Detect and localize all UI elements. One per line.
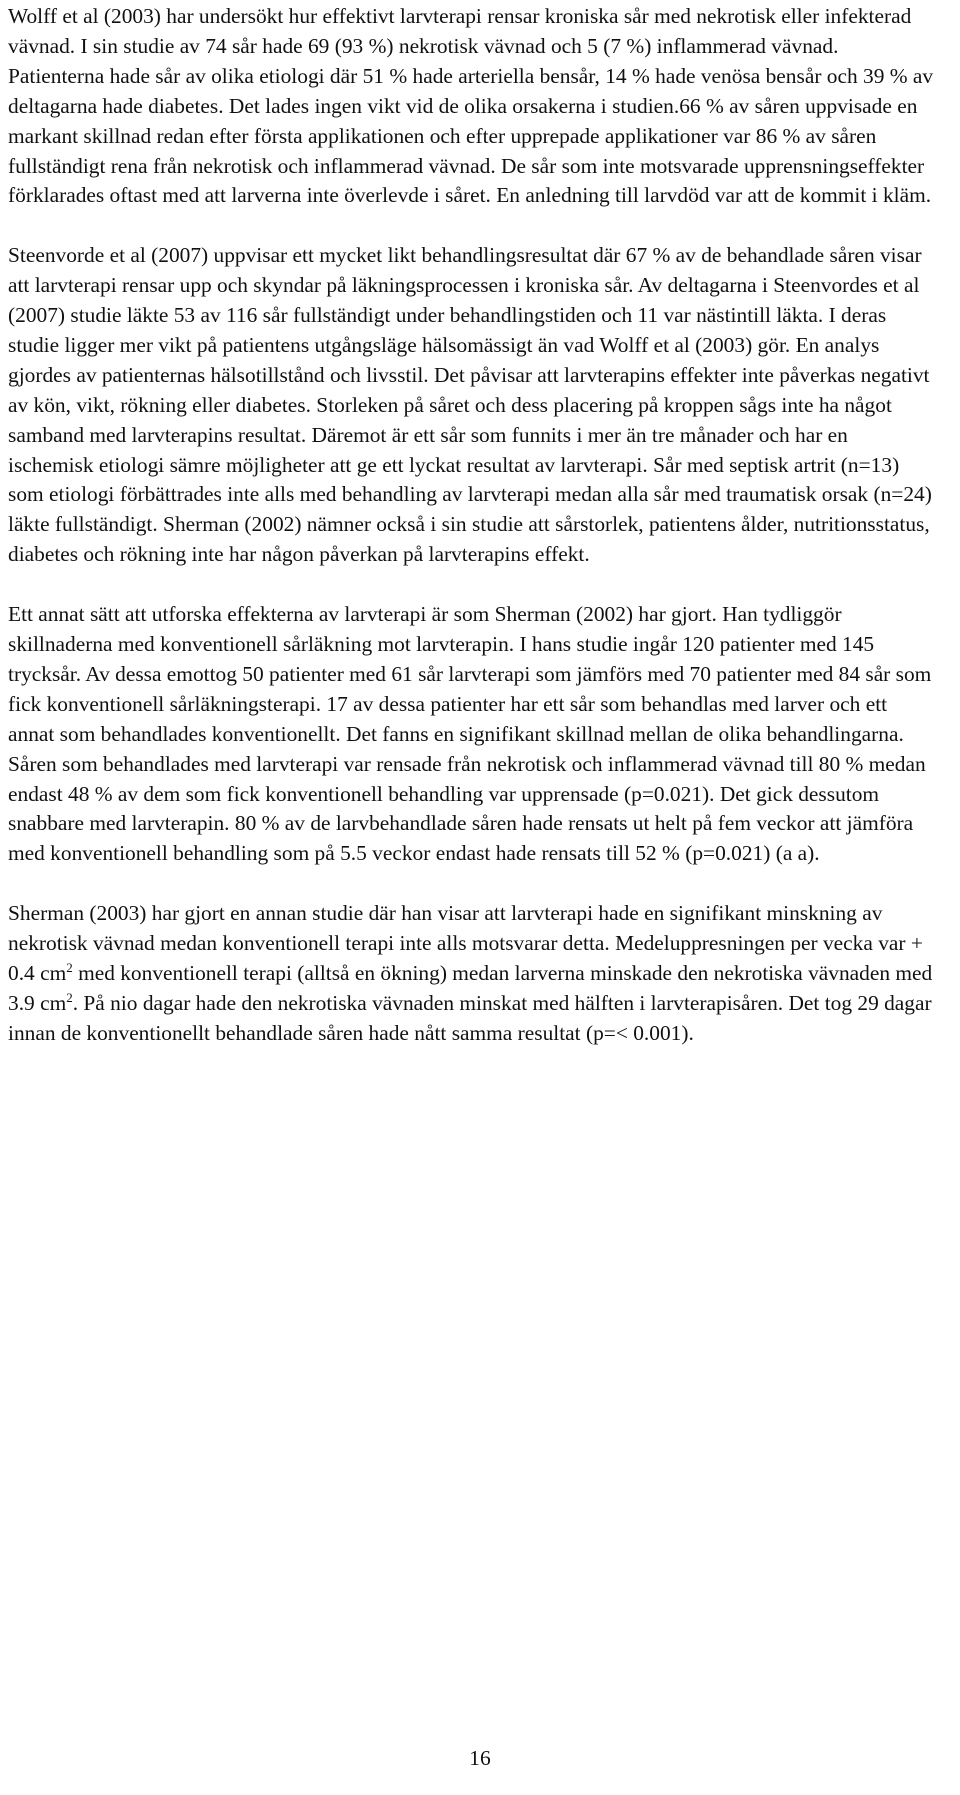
document-page (8, 2, 938, 1049)
paragraph-wolff: Wolff et al (2003) har undersökt hur effektivt larvterapi rensar kroniska sår med nekrotisk eller infekterad vävnad. I sin studie av 74 sår hade 69 (93 %) nekrotisk vävnad och 5 (7 %) inflammerad vävnad. Patienterna hade sår av olika etiologi där 51 % hade arteriella bensår, 14 % hade venösa bensår och 39 % av deltagarna hade diabetes. Det lades ingen vikt vid de olika orsakerna i studien.66 % av såren uppvisade en markant skillnad redan efter första applikationen och efter upprepade applikationer var 86 % av såren fullständigt rena från nekrotisk och inflammerad vävnad. De sår som inte motsvarade upprensningseffekter förklarades oftast med att larverna inte överlevde i såret. En anledning till larvdöd var att de kommit i kläm. (8, 4, 934, 208)
paragraph-text-part: Sherman (2003) har gjort en annan studie där han visar att larvterapi hade en signifikant minskning av nekrotisk vävnad medan konventionell terapi inte alls motsvarar detta. Medeluppresningen per vecka var + 0.4 cm (8, 901, 923, 985)
paragraph-steenvorde: Steenvorde et al (2007) uppvisar ett mycket likt behandlingsresultat där 67 % av de behandlade såren visar att larvterapi rensar upp och skyndar på läkningsprocessen i kroniska sår. Av deltagarna i Steenvordes et al (2007) studie läkte 53 av 116 sår fullständigt under behandlingstiden och 11 var nästintill läkta. I deras studie ligger mer vikt på patientens utgångsläge hälsomässigt än vad Wolff et al (2003) gör. En analys gjordes av patienternas hälsotillstånd och livsstil. Det påvisar att larvterapins effekter inte påverkas negativt av kön, vikt, rökning eller diabetes. Storleken på såret och dess placering på kroppen sågs inte ha något samband med larvterapins resultat. Däremot är ett sår som funnits i mer än tre månader och har en ischemisk etiologi sämre möjligheter att ge ett lyckat resultat av larvterapi. Sår med septisk artrit (n=13) som etiologi förbättrades inte alls med behandling av larvterapi medan alla sår med traumatisk orsak (n=24) läkte fullständigt. Sherman (2002) nämner också i sin studie att sårstorlek, patientens ålder, nutritionsstatus, diabetes och rökning inte har någon påverkan på larvterapins effekt. (8, 243, 932, 567)
paragraph-text-part: med konventionell terapi (alltså en ökning) medan larverna minskade den nekrotiska vävnaden med 3.9 cm (8, 960, 933, 1015)
superscript-square: 2 (66, 959, 73, 975)
page-number: 16 (469, 1746, 491, 1770)
paragraph-sherman-2002: Ett annat sätt att utforska effekterna av larvterapi är som Sherman (2002) har gjort. Han tydliggör skillnaderna med konventionell sårläkning mot larvterapin. I hans studie ingår 120 patienter med 145 trycksår. Av dessa emottog 50 patienter med 61 sår larvterapi som jämförs med 70 patienter med 84 sår som fick konventionell sårläkningsterapi. 17 av dessa patienter har ett sår som behandlas med larver och ett annat som behandlades konventionellt. Det fanns en signifikant skillnad mellan de olika behandlingarna. Såren som behandlades med larvterapi var rensade från nekrotisk och inflammerad vävnad till 80 % medan endast 48 % av dem som fick konventionell behandling var upprensade (p=0.021). Det gick dessutom snabbare med larvterapin. 80 % av de larvbehandlade såren hade rensats ut helt på fem veckor att jämföra med konventionell behandling som på 5.5 veckor endast hade rensats till 52 % (p=0.021) (a a). (8, 602, 932, 866)
superscript-square: 2 (66, 989, 73, 1005)
paragraph-text-part: . På nio dagar hade den nekrotiska vävnaden minskat med hälften i larvterapisåren. Det tog 29 dagar innan de konventionellt behandlade såren hade nått samma resultat (p=< 0.001). (8, 990, 932, 1045)
paragraph-sherman-2003 (8, 899, 938, 1049)
